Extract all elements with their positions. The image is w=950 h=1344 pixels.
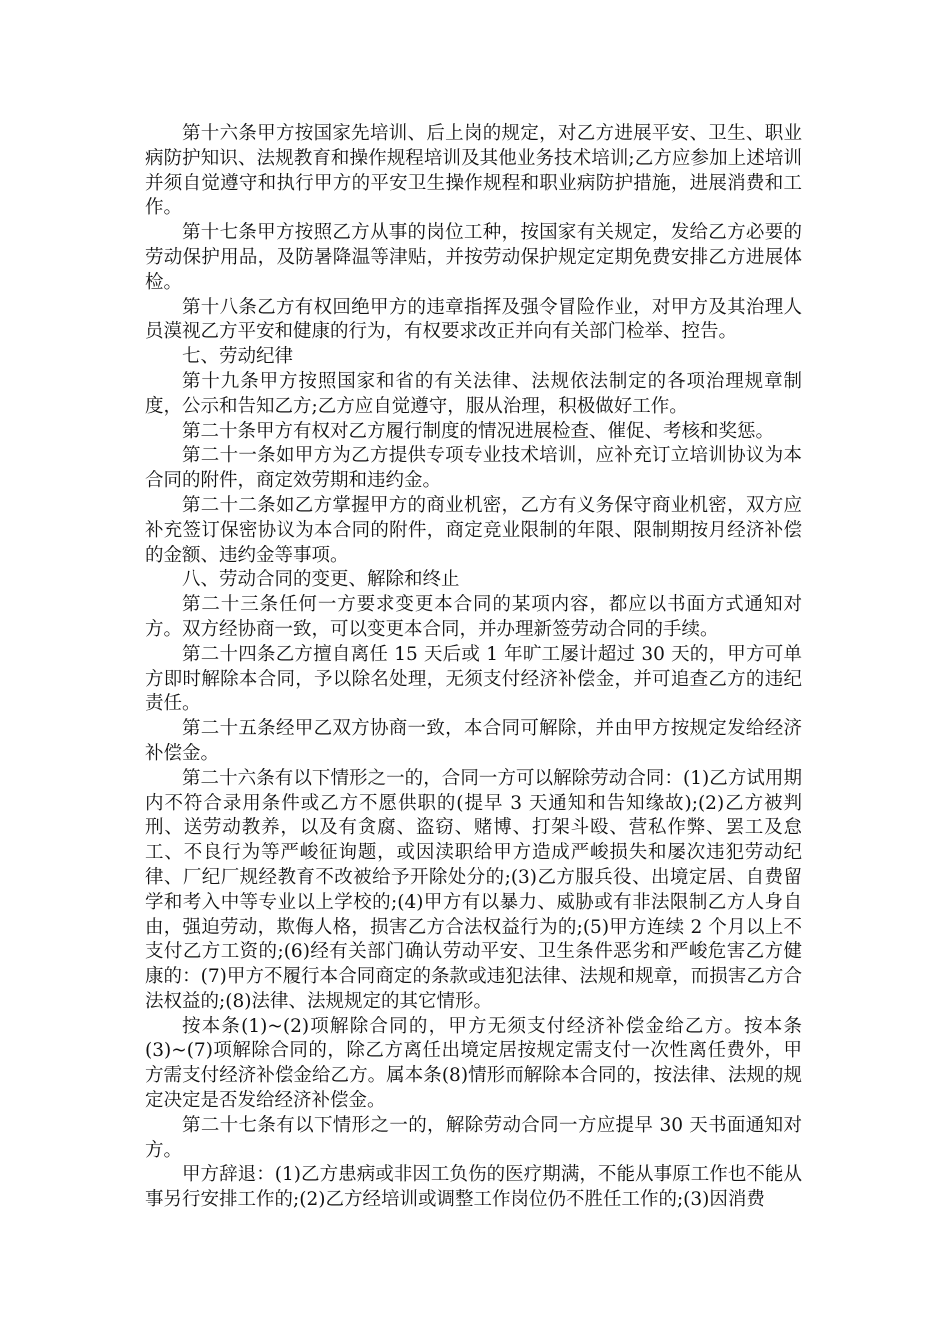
paragraph-article-26: 第二十六条有以下情形之一的，合同一方可以解除劳动合同：(1)乙方试用期内不符合录用条件或乙方不愿供职的(提早 3 天通知和告知缘故);(2)乙方被判刑、送劳动教养，以及有贪腐、盗窃、赌博、打架斗殴、营私作弊、罢工及怠工、不良行为等严峻征询题，或因渎职给甲方造成严峻损失和屡次违犯劳动纪律、厂纪厂规经教育不改被给予开除处分的;(3)乙方服兵役、出境定居、自费留学和考入中等专业以上学校的;(4)甲方有以暴力、威胁或有非法限制乙方人身自由，强迫劳动，欺侮人格，损害乙方合法权益行为的;(5)甲方连续 2 个月以上不支付乙方工资的;(6)经有关部门确认劳动平安、卫生条件恶劣和严峻危害乙方健康的：(7)甲方不履行本合同商定的条款或违犯法律、法规和规章，而损害乙方合法权益的;(8)法律、法规规定的其它情形。 — [145, 767, 802, 1012]
paragraph-article-21: 第二十一条如甲方为乙方提供专项专业技术培训，应补充订立培训协议为本合同的附件，商定效劳期和违约金。 — [145, 445, 802, 492]
paragraph-article-25: 第二十五条经甲乙双方协商一致，本合同可解除，并由甲方按规定发给经济补偿金。 — [145, 718, 802, 764]
paragraph-article-20: 第二十条甲方有权对乙方履行制度的情况进展检查、催促、考核和奖惩。 — [182, 420, 775, 442]
paragraph-article-19: 第十九条甲方按照国家和省的有关法律、法规依法制定的各项治理规章制度，公示和告知乙方;乙方应自觉遵守，服从治理，积极做好工作。 — [145, 370, 802, 417]
paragraph-article-23: 第二十三条任何一方要求变更本合同的某项内容，都应以书面方式通知对方。双方经协商一致，可以变更本合同，并办理新签劳动合同的手续。 — [145, 594, 802, 640]
paragraph-article-16: 第十六条甲方按国家先培训、后上岗的规定，对乙方进展平安、卫生、职业病防护知识、法规教育和操作规程培训及其他业务技术培训;乙方应参加上述培训并须自觉遵守和执行甲方的平安卫生操作规程和职业病防护措施，进展消费和工作。 — [145, 123, 802, 219]
paragraph-article-27: 第二十七条有以下情形之一的，解除劳动合同一方应提早 30 天书面通知对方。 — [145, 1114, 802, 1161]
document-page — [145, 122, 802, 1213]
paragraph-article-24: 第二十四条乙方擅自离任 15 天后或 1 年旷工屡计超过 30 天的，甲方可单方即时解除本合同，予以除名处理，无须支付经济补偿金，并可追查乙方的违纪责任。 — [145, 643, 802, 715]
paragraph-article-17: 第十七条甲方按照乙方从事的岗位工种，按国家有关规定，发给乙方必要的劳动保护用品，及防暑降温等津贴，并按劳动保护规定定期免费安排乙方进展体检。 — [145, 222, 802, 293]
section-heading-labor-discipline: 七、劳动纪律 — [182, 346, 294, 368]
paragraph-article-22: 第二十二条如乙方掌握甲方的商业机密，乙方有义务保守商业机密，双方应补充签订保密协议为本合同的附件，商定竞业限制的年限、限制期按月经济补偿的金额、违约金等事项。 — [145, 494, 802, 566]
section-heading-contract-change: 八、劳动合同的变更、解除和终止 — [182, 569, 460, 591]
paragraph-article-26-compensation: 按本条(1)~(2)项解除合同的，甲方无须支付经济补偿金给乙方。按本条(3)~(7)项解除合同的，除乙方离任出境定居按规定需支付一次性离任费外，甲方需支付经济补偿金给乙方。属本条(8)情形而解除本合同的，按法律、法规的规定决定是否发给经济补偿金。 — [145, 1015, 802, 1112]
paragraph-employer-dismissal: 甲方辞退：(1)乙方患病或非因工负伤的医疗期满，不能从事原工作也不能从事另行安排工作的;(2)乙方经培训或调整工作岗位仍不胜任工作的;(3)因消费 — [145, 1164, 802, 1211]
paragraph-article-18: 第十八条乙方有权回绝甲方的违章指挥及强令冒险作业，对甲方及其治理人员漠视乙方平安和健康的行为，有权要求改正并向有关部门检举、控告。 — [145, 296, 802, 343]
